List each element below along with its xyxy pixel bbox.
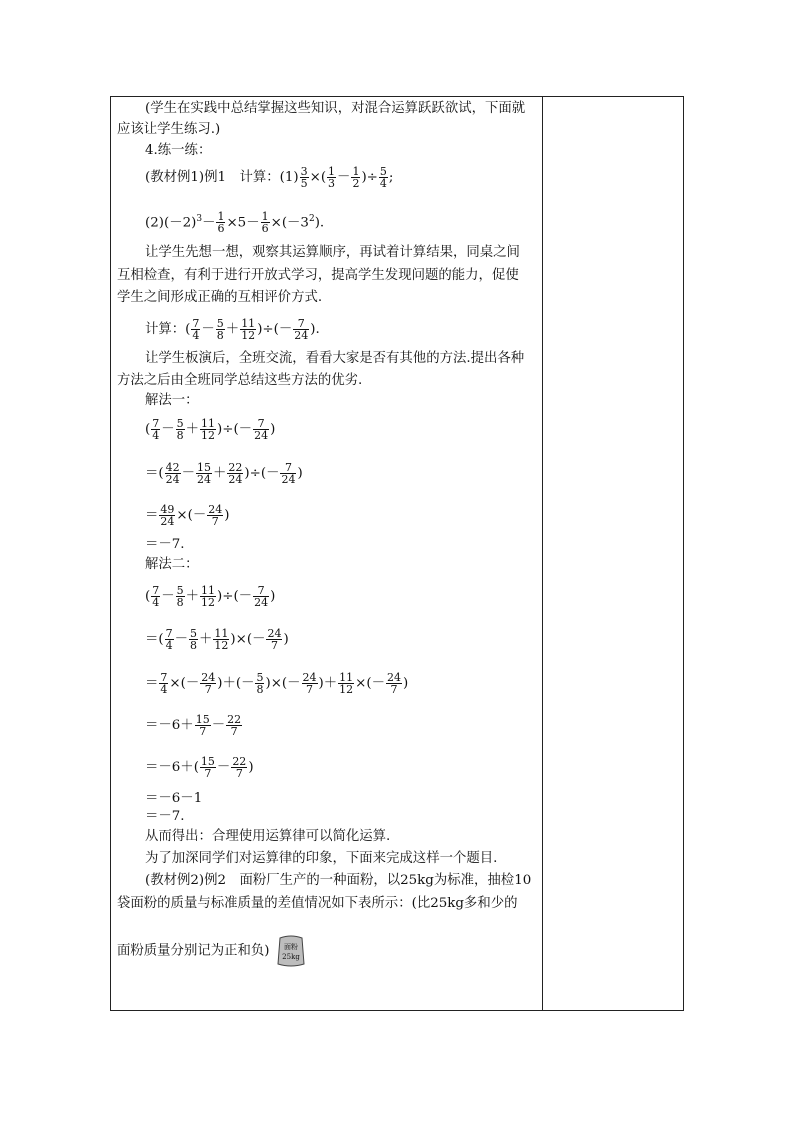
text-line: (教材例2)例2 面粉厂生产的一种面粉，以25kg为标准，抽检10 bbox=[145, 873, 532, 888]
text-line: 让学生先想一想，观察其运算顺序，再试着计算结果，同桌之间 bbox=[145, 245, 520, 260]
example-1-part2: $(2)(-2)^3-$ $\frac{1}{6}$ ×5－ $\frac{1}{6}$ $\times(-3^2)$. bbox=[145, 210, 325, 236]
text-line: 让学生板演后，全班交流，看看大家是否有其他的方法.提出各种 bbox=[145, 351, 525, 366]
math-line: ＝－6＋ $\frac{15}{7}$ － $\frac{22}{7}$ bbox=[145, 713, 242, 738]
text-line: 互相检查，有利于进行开放式学习，提高学生发现问题的能力，促使 bbox=[117, 268, 519, 283]
text-line: 从而得出：合理使用运算律可以简化运算. bbox=[145, 829, 391, 844]
text-line: ＝－6－1 bbox=[145, 791, 203, 806]
svg-text:25kg: 25kg bbox=[281, 953, 300, 961]
compute-line: 计算：( $\frac{7}{4}$ － $\frac{5}{8}$ ＋ $\frac{11}{12}$ )÷(－ $\frac{7}{24}$ ). bbox=[145, 317, 320, 342]
math-line: ＝ $\frac{49}{24}$ ×(－ $\frac{24}{7}$ ) bbox=[145, 503, 230, 528]
text-line: 为了加深同学们对运算律的印象，下面来完成这样一个题目. bbox=[145, 851, 498, 866]
text-line: 4.练一练： bbox=[145, 143, 212, 158]
text-line: ＝－7. bbox=[145, 809, 185, 824]
text-line: 方法之后由全班同学总结这些方法的优劣. bbox=[117, 373, 363, 388]
example-2-last-line: 面粉质量分别记为正和负) 面粉 25kg bbox=[117, 934, 306, 968]
text-line: 袋面粉的质量与标准质量的差值情况如下表所示：(比25kg多和少的 bbox=[117, 896, 518, 911]
flour-bag-icon bbox=[276, 934, 306, 968]
text-line: 学生之间形成正确的互相评价方式. bbox=[117, 290, 323, 305]
math-line: ＝( $\frac{7}{4}$ － $\frac{5}{8}$ ＋ $\frac{11}{12}$ )×(－ $\frac{24}{7}$ ) bbox=[145, 627, 289, 652]
math-line: ＝－6＋( $\frac{15}{7}$ － $\frac{22}{7}$ ) bbox=[145, 755, 254, 780]
math-line: ( $\frac{7}{4}$ － $\frac{5}{8}$ ＋ $\frac{11}{12}$ )÷(－ $\frac{7}{24}$ ) bbox=[145, 417, 276, 442]
text-line: 应该让学生练习.) bbox=[117, 122, 221, 137]
example-1-line: (教材例1)例1 计算：(1) $\frac{3}{5}$ ×( $\frac{1}{3}$ － $\frac{1}{2}$ )÷ $\frac{5}{4}$ ; bbox=[145, 165, 394, 190]
text-line: ＝－7. bbox=[145, 537, 185, 552]
math-line: ＝ $\frac{7}{4}$ ×(－ $\frac{24}{7}$ )＋(－ $\frac{5}{8}$ )×(－ $\frac{24}{7}$ )＋ $\frac{11}{12}$ ×(－ $\frac{24}{7}$ ) bbox=[145, 671, 409, 696]
math-line: ＝( $\frac{42}{24}$ － $\frac{15}{24}$ ＋ $\frac{22}{24}$ )÷(－ $\frac{7}{24}$ ) bbox=[145, 461, 303, 486]
math-line: ( $\frac{7}{4}$ － $\frac{5}{8}$ ＋ $\frac{11}{12}$ )÷(－ $\frac{7}{24}$ ) bbox=[145, 584, 276, 609]
text-line: (学生在实践中总结掌握这些知识，对混合运算跃跃欲试，下面就 bbox=[145, 101, 526, 116]
text-line: 解法二： bbox=[145, 557, 199, 572]
column-divider bbox=[542, 96, 543, 1011]
svg-text:面粉: 面粉 bbox=[283, 943, 298, 951]
text-line: 解法一： bbox=[145, 393, 199, 408]
